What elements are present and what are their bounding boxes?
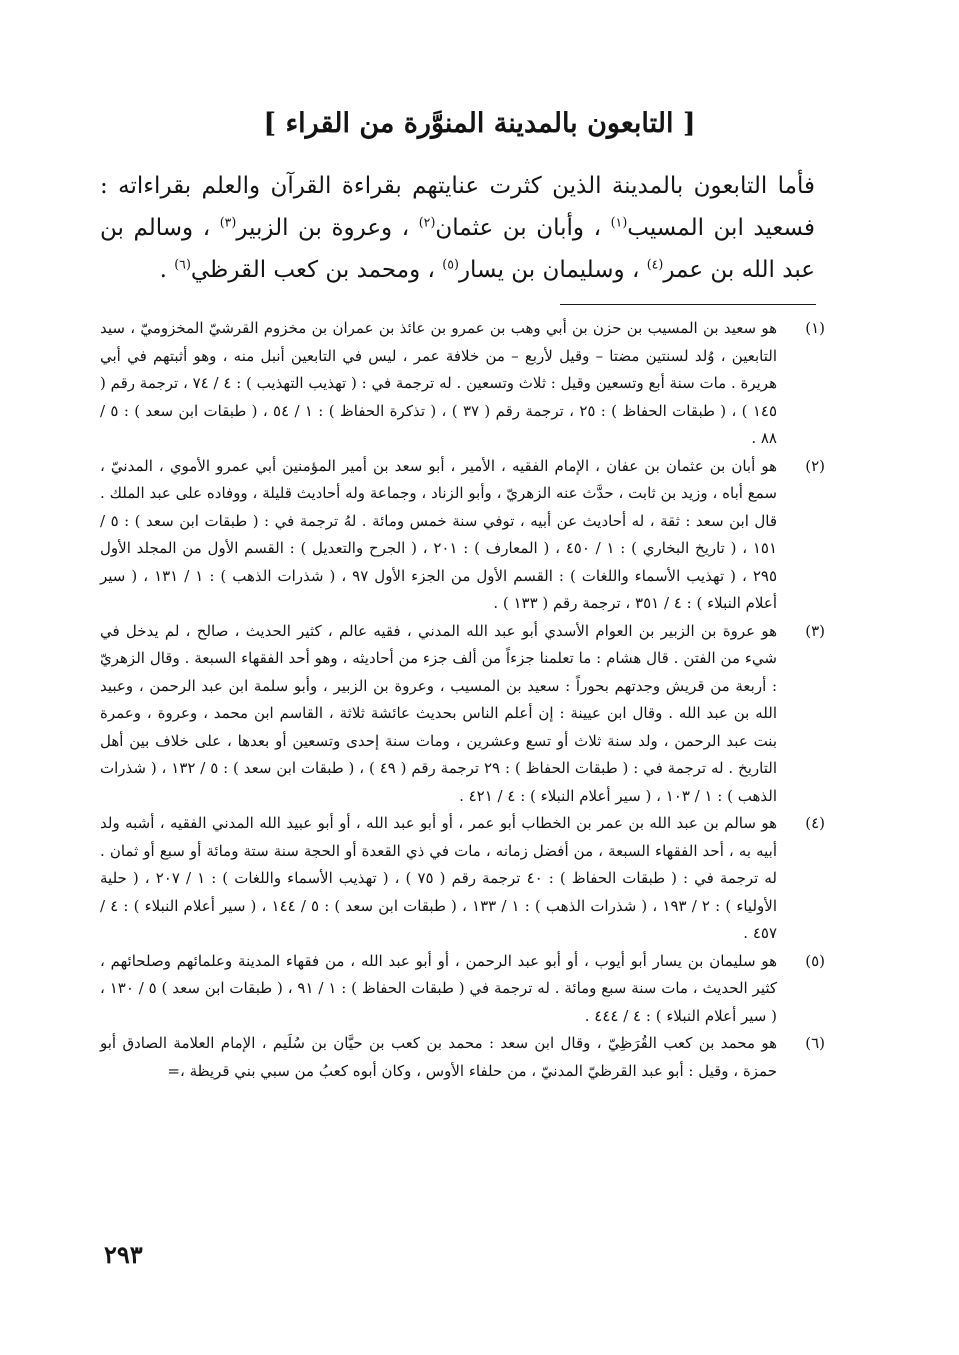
footnote-text: هو عروة بن الزبير بن العوام الأسدي أبو عبد الله المدني ، فقيه عالم ، كثير الحديث ، صالح ، لم يدخل في شيء من الفتن . قال هشام : ما تعلمنا جزءاً من ألف جزء من أحاديثه ، وهو أحد الفقهاء السبعة . وقال الزهريّ : أربعة من قريش وجدتهم بحوراً : سعيد بن المسيب ، وعروة بن الزبير ، وأبو سلمة ابن عبد الرحمن ، وعبيد الله بن عبد الله . وقال ابن عيينة : إن أعلم الناس بحديث عائشة ثلاثة ، القاسم ابن محمد ، وعروة ، وعمرة بنت عبد الرحمن ، ولد سنة ثلاث أو تسع وعشرين ، ومات سنة إحدى وتسعين أو بعدها ، على خلاف بين أهل التاريخ . له ترجمة في : ( طبقات الحفاظ ) : ٢٩ ترجمة رقم ( ٤٩ ) ، ( طبقات ابن سعد ) : ٥ / ١٣٢ ، ( شذرات الذهب ) : ١ / ١٠٣ ، ( سير أعلام النبلاء ) : ٤ / ٤٢١ .: [100, 621, 777, 805]
footnote-ref-3: (٣): [219, 214, 237, 230]
footnote-5: [100, 948, 825, 1031]
intro-text: فأما التابعون بالمدينة الذين كثرت عنايتهم بقراءة القرآن والعلم بقراءاته : فسعيد ابن المسيب: [100, 173, 816, 241]
footnote-ref-1: (١): [610, 214, 628, 230]
intro-text: ، وعروة بن الزبير: [236, 215, 419, 241]
page-number: ٢٩٣: [104, 1240, 143, 1269]
footnote-number: (٥): [805, 951, 825, 970]
footnote-6: [100, 1030, 825, 1085]
footnote-number: (٢): [805, 456, 825, 475]
footnote-2: [100, 453, 825, 618]
intro-text: ، وسالم بن عبد الله بن عمر: [100, 215, 815, 283]
footnote-text: هو أبان بن عثمان بن عفان ، الإمام الفقيه ، الأمير ، أبو سعد بن أمير المؤمنين أبي عمرو الأموي ، المدنيّ ، سمع أباه ، وزيد بن ثابت ، حدَّث عنه الزهريّ ، وأبو الزناد ، وجماعة وله أحاديث قليلة ، ووفاده على عبد الملك . قال ابن سعد : ثقة ، له أحاديث عن أبيه ، توفي سنة خمس ومائة . لهُ ترجمة في : ( طبقات ابن سعد ) : ٥ / ١٥١ ، ( تاريخ البخاري ) : ١ / ٤٥٠ ، ( المعارف ) : ٢٠١ ، ( الجرح والتعديل ) : القسم الأول من المجلد الأول ٢٩٥ ، ( تهذيب الأسماء واللغات ) : القسم الأول من الجزء الأول ٩٧ ، ( شذرات الذهب ) : ١ / ١٣١ ، ( سير أعلام النبلاء ) : ٤ / ٣٥١ ، ترجمة رقم ( ١٣٣ ) .: [100, 456, 778, 612]
footnote-separator: [560, 304, 816, 305]
section-title: [ التابعون بالمدينة المنوَّرة من القراء ]: [263, 108, 696, 139]
footnote-1: [100, 315, 825, 453]
footnote-ref-5: (٥): [442, 256, 459, 272]
intro-text: ، ومحمد بن كعب القرظي: [190, 257, 443, 283]
intro-text: ، وأبان بن عثمان: [435, 215, 611, 241]
footnote-ref-4: (٤): [646, 256, 664, 272]
footnote-text: هو سعيد بن المسيب بن حزن بن أبي وهب بن عمرو بن عائذ بن عمران بن مخزوم القرشيّ المخزوميّ ، سيد التابعين ، وُلد لسنتين مضتا – وقيل لأربع – من خلافة عمر ، ليس في التابعين أنبل منه ، وهو أثبتهم في أبي هريرة . مات سنة أبع وتسعين وقيل : ثلاث وتسعين . له ترجمة في : ( تهذيب التهذيب ) : ٤ / ٧٤ ، ترجمة رقم ( ١٤٥ ) ، ( طبقات الحفاظ ) : ٢٥ ، ترجمة رقم ( ٣٧ ) ، ( تذكرة الحفاظ ) : ١ / ٥٤ ، ( طبقات ابن سعد ) : ٥ / ٨٨ .: [100, 319, 778, 447]
footnote-3: [100, 618, 825, 811]
footnotes: [100, 315, 825, 1085]
footnote-ref-2: (٢): [418, 214, 436, 230]
footnote-number: (٣): [805, 621, 825, 640]
intro-paragraph: [100, 165, 815, 291]
footnote-number: (٤): [805, 814, 825, 832]
footnote-ref-6: (٦): [174, 256, 191, 272]
intro-text: ، وسليمان بن يسار: [458, 257, 647, 283]
footnote-number: (١): [805, 319, 825, 337]
footnote-text: هو محمد بن كعب القُرَظِيّ ، وقال ابن سعد : محمد بن كعب بن حيَّان بن سُلَيم ، الإمام العلامة الصادق أبو حمزة ، وقيل : أبو عبد القرظيّ المدنيّ ، من حلفاء الأوس ، وكان أبوه كعبُ من سبي بني قريظة ،=: [100, 1034, 777, 1080]
footnote-4: [100, 810, 825, 948]
footnote-number: (٦): [805, 1034, 825, 1052]
footnote-text: هو سليمان بن يسار أبو أيوب ، أو أبو عبد الرحمن ، أو أبو عبد الله ، من فقهاء المدينة وعلمائهم وصلحائهم ، كثير الحديث ، مات سنة سبع ومائة . له ترجمة في ( طبقات الحفاظ ) : ١ / ٩١ ، ( طبقات ابن سعد ) ٥ / ١٣٠ ، ( سير أعلام النبلاء ) : ٤ / ٤٤٤ .: [100, 951, 778, 1025]
footnote-text: هو سالم بن عبد الله بن عمر بن الخطاب أبو عمر ، أو أبو عبد الله ، أو أبو عبيد الله المدني الفقيه ، أشبه ولد أبيه به ، أحد الفقهاء السبعة ، من أفضل زمانه ، مات في ذي القعدة أو الحجة سنة ستة ومائة أو سبع أو ثمان . له ترجمة في : ( طبقات الحفاظ ) : ٤٠ ترجمة رقم ( ٧٥ ) ، ( تهذيب الأسماء واللغات ) : ١ / ٢٠٧ ، ( حلية الأولياء ) : ٢ / ١٩٣ ، ( شذرات الذهب ) : ١ / ١٣٣ ، ( طبقات ابن سعد ) : ٥ / ١٤٤ ، ( سير أعلام النبلاء ) : ٤ / ٤٥٧ .: [100, 814, 777, 942]
intro-text: .: [159, 257, 175, 283]
